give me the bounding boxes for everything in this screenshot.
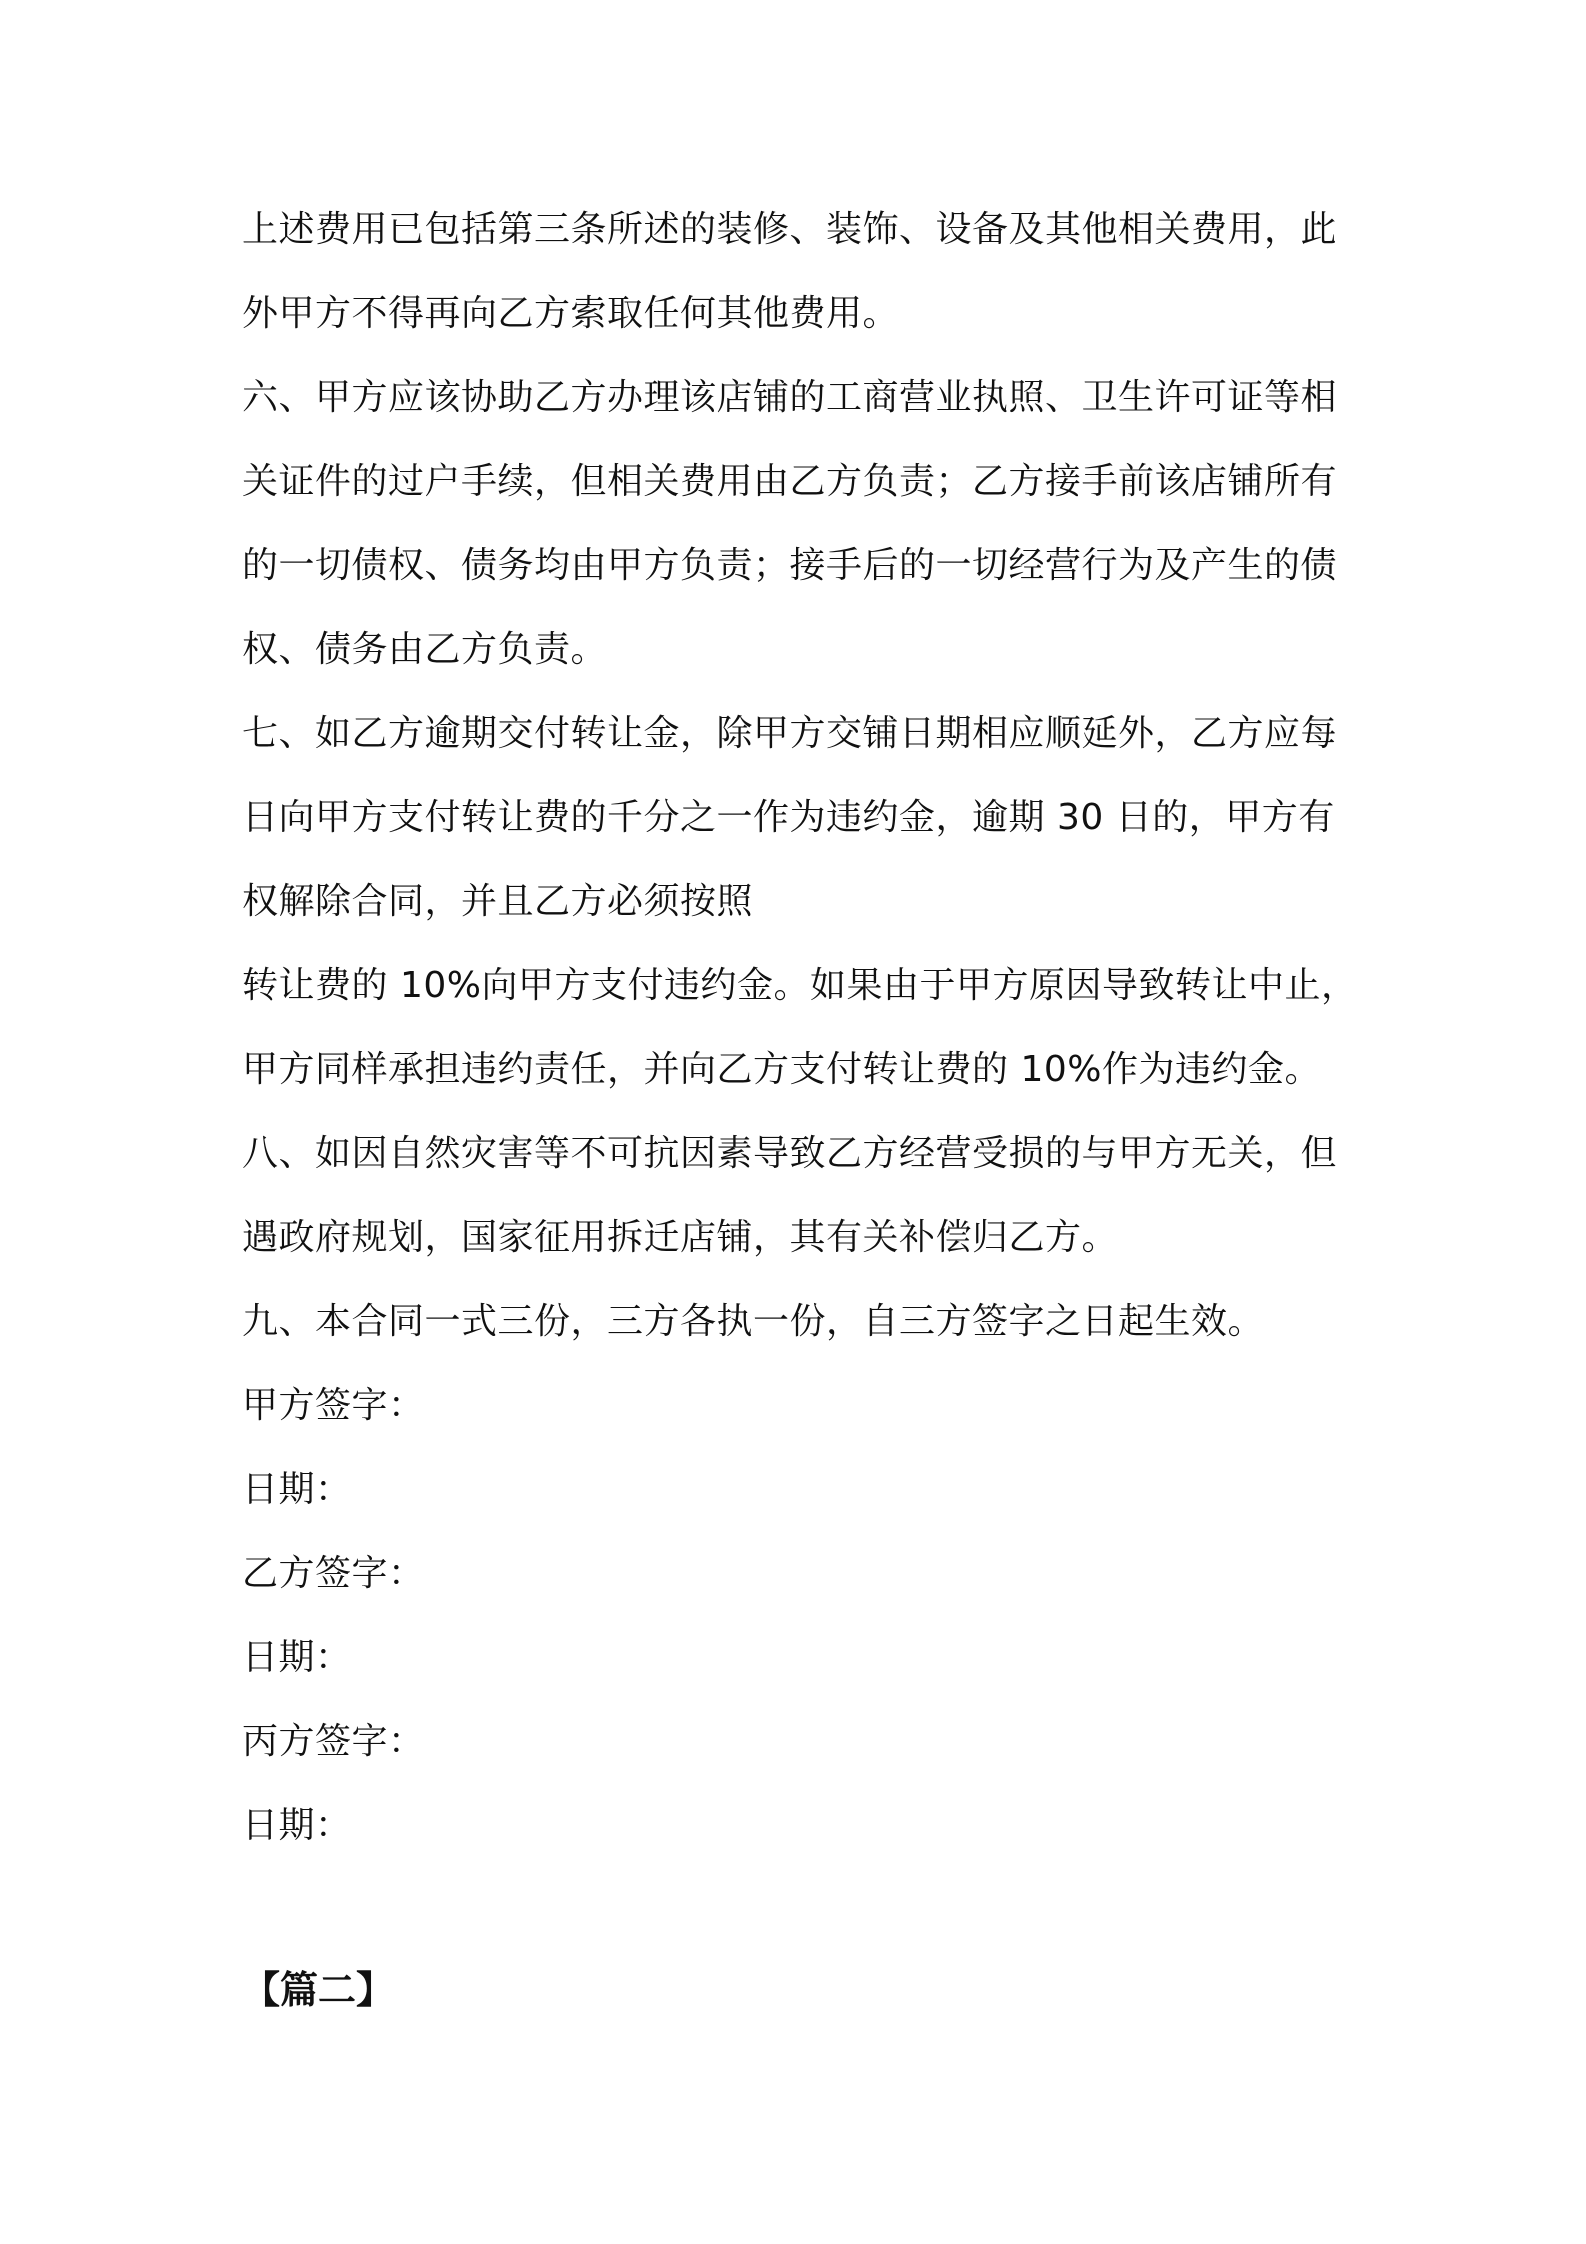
party-a-date-label: 日期： — [242, 1469, 352, 1510]
paragraph-fees — [242, 188, 1362, 356]
clause-eight — [242, 1112, 1362, 1280]
party-b-date-label: 日期： — [242, 1637, 352, 1678]
text-line: 上述费用已包括第三条所述的装修、装饰、设备及其他相关费用，此 — [242, 209, 1338, 250]
signature-block — [242, 1364, 1362, 1868]
party-b-signature-label: 乙方签字： — [242, 1553, 425, 1594]
text-line: 甲方同样承担违约责任，并向乙方支付转让费的 10%作为违约金。 — [242, 1049, 1321, 1090]
text-line: 的一切债权、债务均由甲方负责；接手后的一切经营行为及产生的债 — [242, 545, 1338, 586]
clause-seven-continued — [242, 944, 1362, 1112]
text-line: 七、如乙方逾期交付转让金，除甲方交铺日期相应顺延外，乙方应每 — [242, 713, 1338, 754]
text-line: 遇政府规划，国家征用拆迁店铺，其有关补偿归乙方。 — [242, 1217, 1119, 1258]
clause-six — [242, 356, 1362, 692]
text-line: 转让费的 10%向甲方支付违约金。如果由于甲方原因导致转让中止， — [242, 965, 1358, 1006]
text-line: 九、本合同一式三份，三方各执一份，自三方签字之日起生效。 — [242, 1301, 1265, 1342]
text-line: 关证件的过户手续，但相关费用由乙方负责；乙方接手前该店铺所有 — [242, 461, 1338, 502]
clause-nine — [242, 1280, 1362, 1364]
text-line: 八、如因自然灾害等不可抗因素导致乙方经营受损的与甲方无关，但 — [242, 1133, 1338, 1174]
text-line: 六、甲方应该协助乙方办理该店铺的工商营业执照、卫生许可证等相 — [242, 377, 1338, 418]
party-c-date-label: 日期： — [242, 1805, 352, 1846]
text-line: 日向甲方支付转让费的千分之一作为违约金，逾期 30 日的，甲方有 — [242, 797, 1335, 838]
text-line: 权、债务由乙方负责。 — [242, 629, 608, 670]
section-heading: 【篇二】 — [242, 1968, 395, 2012]
clause-seven — [242, 692, 1362, 944]
text-line: 权解除合同，并且乙方必须按照 — [242, 881, 754, 922]
party-a-signature-label: 甲方签字： — [242, 1385, 425, 1426]
text-line: 外甲方不得再向乙方索取任何其他费用。 — [242, 293, 900, 334]
party-c-signature-label: 丙方签字： — [242, 1721, 425, 1762]
